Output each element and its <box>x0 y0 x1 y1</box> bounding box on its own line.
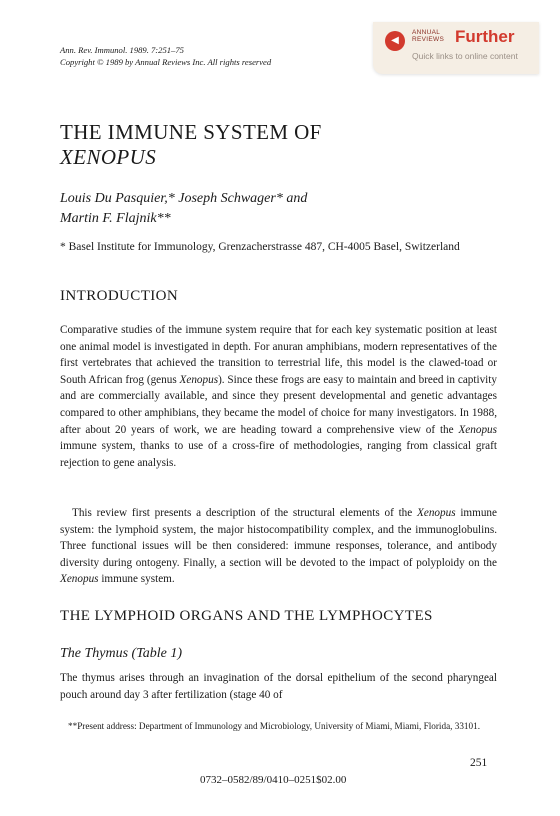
text-run: This review first presents a description of the structural elements of the <box>72 507 418 519</box>
footnote: **Present address: Department of Immunology and Microbiology, University of Miami, Miami, Florida, 33101. <box>68 721 481 731</box>
citation-line-1: Ann. Rev. Immunol. 1989. 7:251–75 <box>60 45 184 55</box>
further-wordmark: Further <box>455 27 515 46</box>
journal-citation <box>60 44 271 68</box>
genus-name: Xenopus <box>179 373 219 386</box>
title-line-1: THE IMMUNE SYSTEM OF <box>60 120 322 144</box>
article-title <box>60 120 322 170</box>
brand-line-2: REVIEWS <box>412 36 445 43</box>
text-run: immune system. <box>98 573 175 586</box>
intro-paragraph-2 <box>60 505 497 588</box>
thymus-paragraph: The thymus arises through an invagination of the dorsal epithelium of the second pharyngeal pouch around day 3 after fertilization (stage 40 of <box>60 672 497 701</box>
brand-line-1: ANNUAL <box>412 29 441 36</box>
text-run: immune system: the lymphoid system, the major histocompatibility complex, and the immunoglobulins. Three functional issues will be then considered: immune responses, tolerance, and antibody diversity during ontogeny. Finally, a section will be devoted to the impact of polyploidy on the <box>60 507 497 569</box>
further-badge[interactable] <box>373 22 539 74</box>
author-list <box>60 189 307 229</box>
authors-line-1: Louis Du Pasquier,* Joseph Schwager* and <box>60 191 308 206</box>
further-tagline: Quick links to online content <box>412 51 518 61</box>
section-heading-lymphoid-organs: THE LYMPHOID ORGANS AND THE LYMPHOCYTES <box>60 608 433 624</box>
text-run: immune system, thanks to use of a cross-fire of methodologies, ranging from classical graft rejection to gene analysis. <box>60 440 497 469</box>
annual-reviews-logo-icon: ◀ <box>385 31 405 51</box>
text-run: Comparative studies of the immune system require that for each key systematic position at least one animal model is investigated in depth. For anuran amphibians, modern representatives of the first vertebrates that achieved the transition to terrestrial life, this model is the clawed-toad or South African frog (genus <box>60 324 497 386</box>
authors-line-2: Martin F. Flajnik** <box>60 211 171 226</box>
genus-name: Xenopus <box>417 507 456 519</box>
section-heading-introduction: INTRODUCTION <box>60 288 179 304</box>
author-affiliation: * Basel Institute for Immunology, Grenzacherstrasse 487, CH-4005 Basel, Switzerland <box>60 241 460 253</box>
article-code: 0732–0582/89/0410–0251$02.00 <box>200 774 347 786</box>
citation-line-2: Copyright © 1989 by Annual Reviews Inc. All rights reserved <box>60 57 272 67</box>
page-number: 251 <box>470 757 488 769</box>
genus-name: Xenopus <box>60 573 99 586</box>
title-line-2: XENOPUS <box>60 145 157 169</box>
genus-name: Xenopus <box>458 423 497 436</box>
intro-paragraph-1 <box>60 322 497 471</box>
subsection-heading-thymus: The Thymus (Table 1) <box>60 646 182 661</box>
brand-name <box>412 29 444 43</box>
text-run: ). Since these frogs are easy to maintain and breed in captivity and are commercially available, and since they present developmental and genetic advantages compared to other amphibians, they became the model of choice for many investigators. In 1988, after about 20 years of work, we are heading toward a comprehensive view of the <box>60 373 497 436</box>
